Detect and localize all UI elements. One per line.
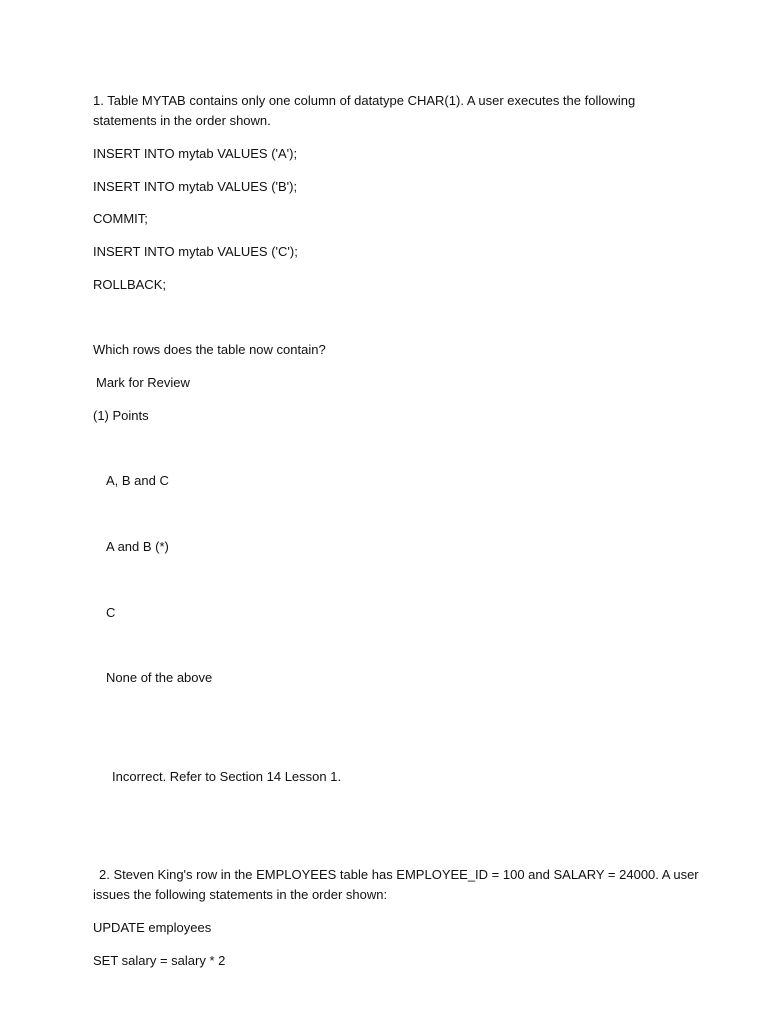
q2-statement-set-salary: SET salary = salary * 2 <box>93 953 226 968</box>
question-1-feedback: Incorrect. Refer to Section 14 Lesson 1. <box>112 769 342 784</box>
q1-statement-insert-a: INSERT INTO mytab VALUES ('A'); <box>93 146 298 161</box>
q1-statement-insert-c: INSERT INTO mytab VALUES ('C'); <box>93 244 298 259</box>
question-1-text-line-2: statements in the order shown. <box>93 113 271 128</box>
question-2-text-line-1: 2. Steven King's row in the EMPLOYEES table has EMPLOYEE_ID = 100 and SALARY = 24000. A user <box>99 867 699 882</box>
q2-statement-update: UPDATE employees <box>93 920 212 935</box>
q1-option-a-and-b[interactable]: A and B (*) <box>106 539 169 554</box>
q1-statement-rollback: ROLLBACK; <box>93 277 166 292</box>
question-2-text-line-2: issues the following statements in the order shown: <box>93 887 388 902</box>
q1-statement-commit: COMMIT; <box>93 211 148 226</box>
question-1-prompt: Which rows does the table now contain? <box>93 342 326 357</box>
question-1-text-line-1: 1. Table MYTAB contains only one column of datatype CHAR(1). A user executes the following <box>93 93 636 108</box>
mark-for-review-link[interactable]: Mark for Review <box>96 375 190 390</box>
q1-option-a-b-and-c[interactable]: A, B and C <box>106 473 169 488</box>
q1-statement-insert-b: INSERT INTO mytab VALUES ('B'); <box>93 179 298 194</box>
question-1-points: (1) Points <box>93 408 149 423</box>
q1-option-none-of-the-above[interactable]: None of the above <box>106 670 213 685</box>
q1-option-c[interactable]: C <box>106 605 116 620</box>
